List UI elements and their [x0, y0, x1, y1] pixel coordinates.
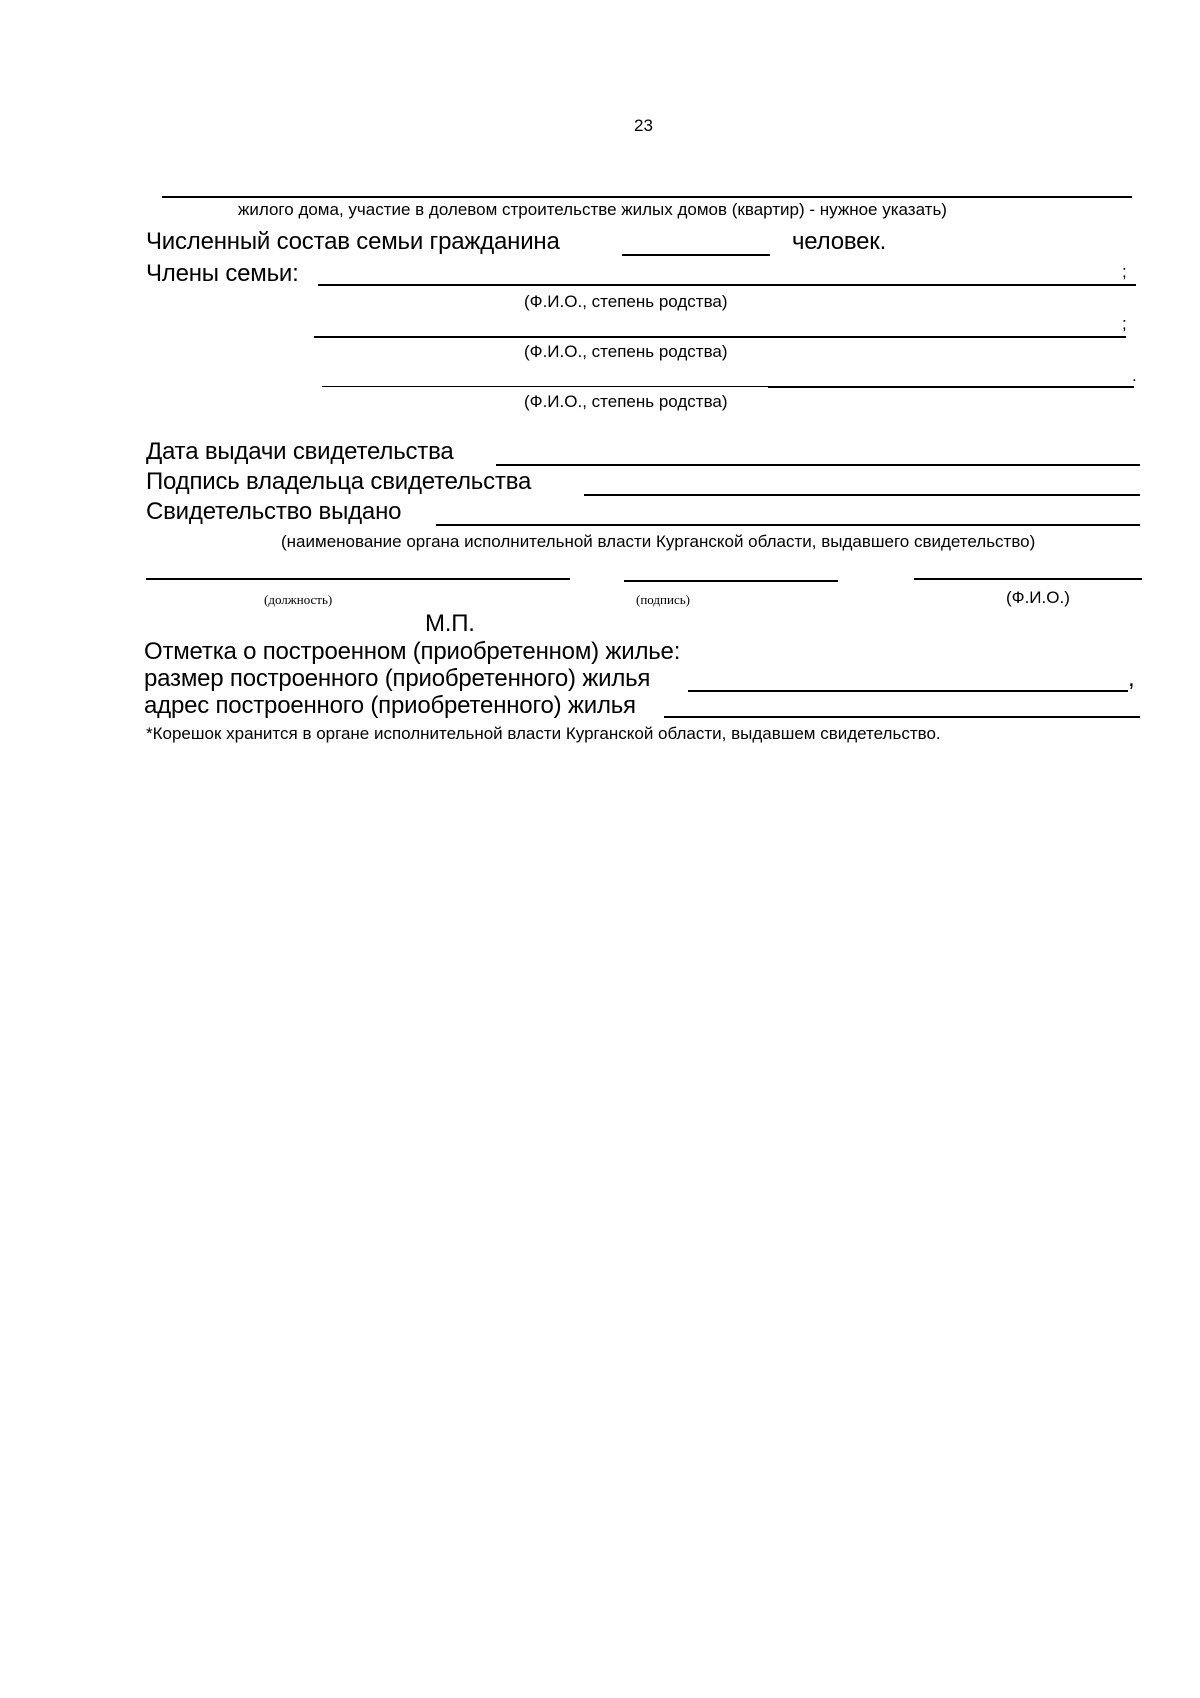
- family-member-field-1[interactable]: [318, 284, 1136, 286]
- housing-address-label: адрес построенного (приобретенного) жилья: [144, 692, 636, 719]
- housing-type-line: [162, 196, 1132, 198]
- issued-by-caption: (наименование органа исполнительной власти Курганской области, выдавшего свидетельство): [281, 532, 1036, 551]
- family-size-unit: человек.: [792, 228, 887, 255]
- family-members-label: Члены семьи:: [146, 260, 299, 287]
- signature-caption: (подпись): [636, 592, 690, 607]
- family-member-end-3: .: [1132, 366, 1137, 385]
- issued-by-field[interactable]: [436, 524, 1140, 526]
- family-member-end-1: ;: [1122, 262, 1127, 281]
- housing-type-hint: жилого дома, участие в долевом строительстве жилых домов (квартир) - нужное указать): [238, 200, 947, 219]
- footnote: *Корешок хранится в органе исполнительной власти Курганской области, выдавшем свидетельство.: [146, 724, 941, 743]
- issued-by-label: Свидетельство выдано: [146, 498, 402, 525]
- signature-field[interactable]: [624, 580, 838, 582]
- family-member-caption-1: (Ф.И.О., степень родства): [524, 292, 728, 311]
- issue-date-label: Дата выдачи свидетельства: [146, 438, 454, 465]
- stamp-mark: М.П.: [425, 610, 475, 637]
- housing-address-field[interactable]: [664, 716, 1140, 718]
- issue-date-field[interactable]: [496, 464, 1140, 466]
- position-field[interactable]: [146, 578, 570, 580]
- page-number: 23: [634, 116, 653, 135]
- housing-note-title: Отметка о построенном (приобретенном) жилье:: [144, 638, 681, 665]
- housing-size-end: ,: [1128, 665, 1135, 692]
- family-member-end-2: ;: [1122, 314, 1127, 333]
- family-member-caption-2: (Ф.И.О., степень родства): [524, 342, 728, 361]
- housing-size-label: размер построенного (приобретенного) жилья: [144, 665, 651, 692]
- family-member-caption-3: (Ф.И.О., степень родства): [524, 392, 728, 411]
- name-field[interactable]: [914, 578, 1142, 580]
- family-member-field-2[interactable]: [314, 336, 1126, 338]
- family-member-field-3a[interactable]: [322, 386, 768, 387]
- owner-signature-field[interactable]: [584, 494, 1140, 496]
- name-caption: (Ф.И.О.): [1006, 588, 1070, 607]
- housing-size-field[interactable]: [688, 690, 1128, 692]
- owner-signature-label: Подпись владельца свидетельства: [146, 468, 532, 495]
- position-caption: (должность): [264, 592, 333, 607]
- family-size-label: Численный состав семьи гражданина: [146, 228, 560, 255]
- family-size-field[interactable]: [622, 254, 770, 256]
- family-member-field-3b[interactable]: [768, 386, 1134, 388]
